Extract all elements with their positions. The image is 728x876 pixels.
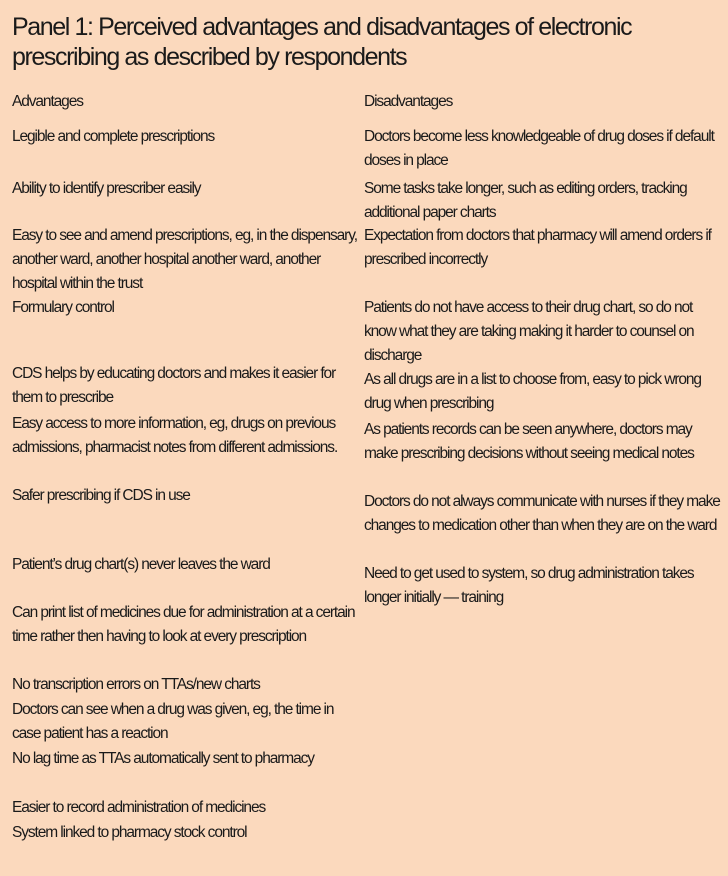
disadvantage-item: As patients records can be seen anywhere, doctors may make prescribing decisions without seeing medical notes <box>364 421 694 462</box>
advantage-item: Easy to see and amend prescriptions, eg, in the dispensary, another ward, another hospital another ward, another hospital within the trust <box>12 227 357 292</box>
advantage-item: Easier to record administration of medicines <box>12 799 266 816</box>
advantages-column <box>12 90 358 845</box>
advantage-item: Ability to identify prescriber easily <box>12 180 201 197</box>
disadvantage-item: Some tasks take longer, such as editing orders, tracking additional paper charts <box>364 180 687 221</box>
advantage-item: Safer prescribing if CDS in use <box>12 487 190 504</box>
panel-title: Panel 1: Perceived advantages and disadvantages of electronic prescribing as described by respondents <box>12 13 632 71</box>
disadvantage-item: Expectation from doctors that pharmacy will amend orders if prescribed incorrectly <box>364 227 711 268</box>
advantage-item: Easy access to more information, eg, drugs on previous admissions, pharmacist notes from different admissions. <box>12 415 338 456</box>
advantage-item: Patient’s drug chart(s) never leaves the ward <box>12 556 270 573</box>
advantage-item: Formulary control <box>12 299 114 316</box>
disadvantages-column <box>364 90 720 611</box>
advantages-heading: Advantages <box>12 93 83 110</box>
advantage-item: No lag time as TTAs automatically sent to pharmacy <box>12 750 314 767</box>
disadvantage-item: As all drugs are in a list to choose from, easy to pick wrong drug when prescribing <box>364 371 701 412</box>
disadvantage-item: Patients do not have access to their drug chart, so do not know what they are taking making it harder to counsel on discharge <box>364 299 694 364</box>
advantage-item: Legible and complete prescriptions <box>12 128 215 145</box>
disadvantage-item: Doctors do not always communicate with nurses if they make changes to medication other than when they are on the ward <box>364 493 720 534</box>
advantage-item: Doctors can see when a drug was given, eg, the time in case patient has a reaction <box>12 701 334 742</box>
advantage-item: No transcription errors on TTAs/new charts <box>12 676 260 693</box>
disadvantage-item: Doctors become less knowledgeable of drug doses if default doses in place <box>364 128 714 169</box>
advantage-item: System linked to pharmacy stock control <box>12 824 247 841</box>
advantage-item: Can print list of medicines due for administration at a certain time rather then having to look at every prescription <box>12 604 355 645</box>
disadvantage-item: Need to get used to system, so drug administration takes longer initially — training <box>364 565 694 606</box>
advantage-item: CDS helps by educating doctors and makes it easier for them to prescribe <box>12 365 336 406</box>
disadvantages-heading: Disadvantages <box>364 93 453 110</box>
